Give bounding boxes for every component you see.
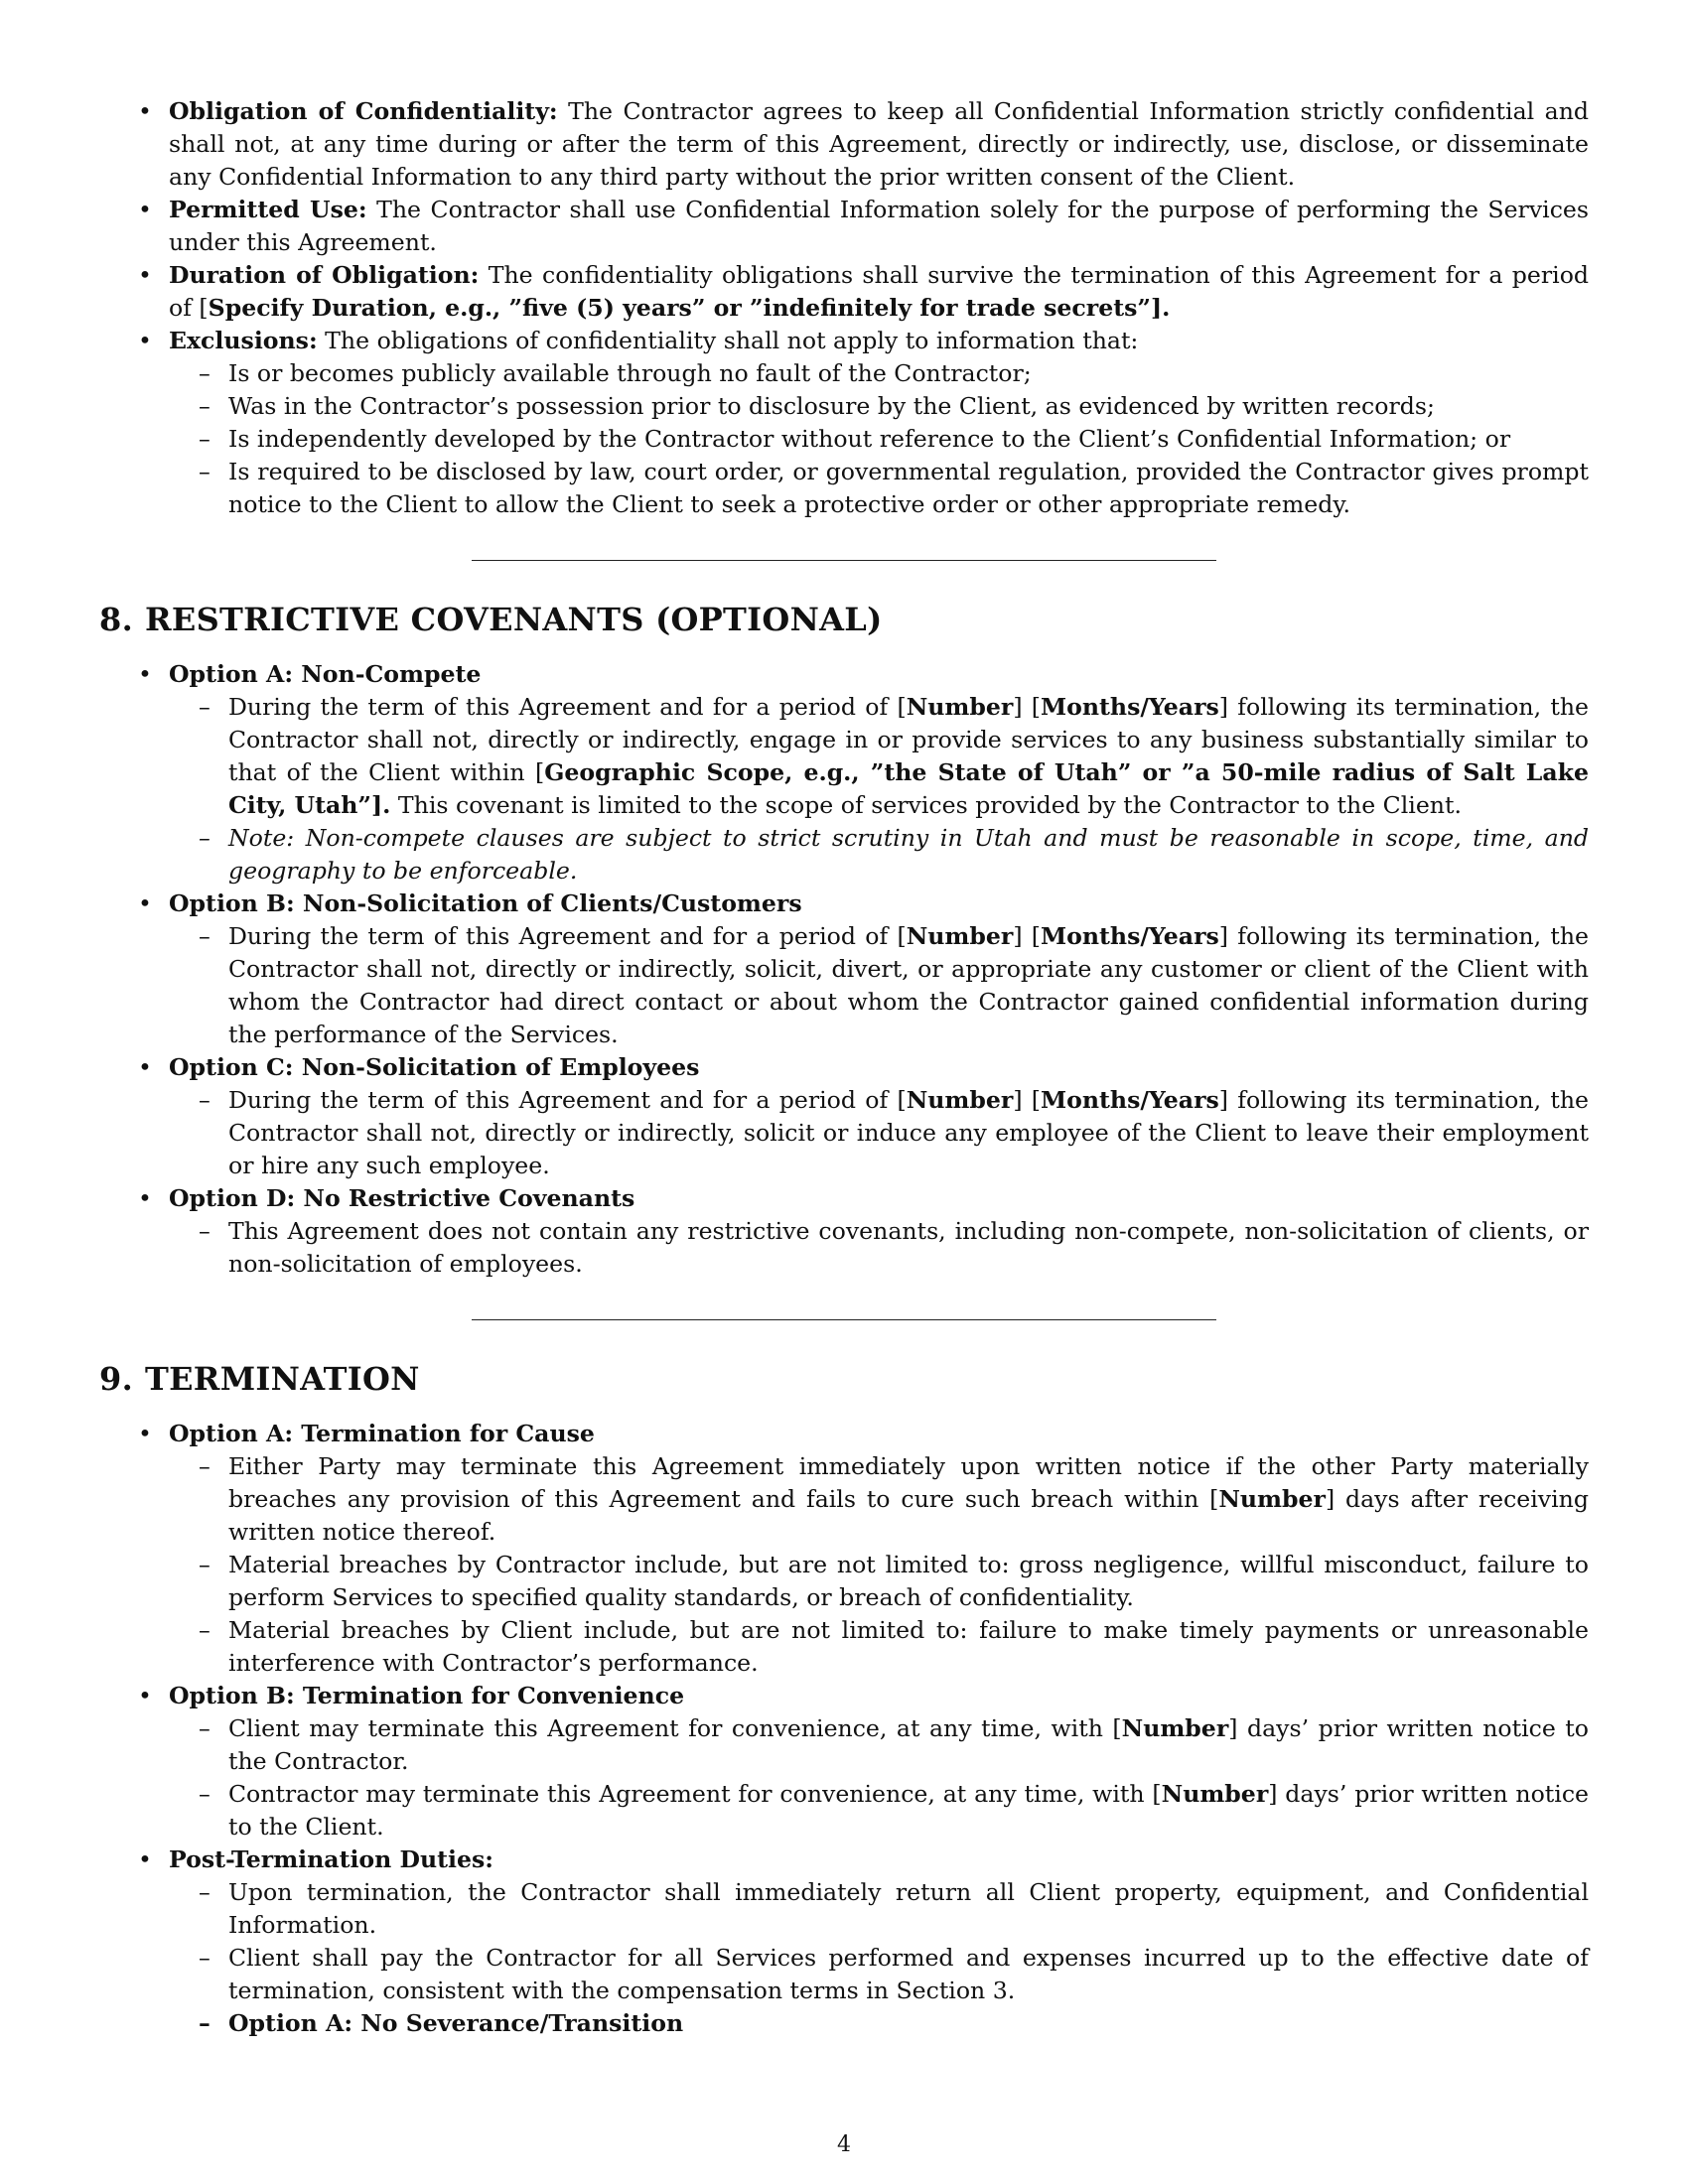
list-item (99, 1051, 1589, 1182)
exclusions-sublist (169, 357, 1589, 521)
placeholder-fill: Number (906, 1086, 1014, 1114)
option-title: Option C: Non-Solicitation of Employees (169, 1053, 700, 1081)
item-text: The confidentiality obligations shall survive the termination of this Agreement for a period of [ (169, 261, 1590, 322)
option-sublist (169, 1712, 1589, 1843)
option-sublist (169, 1876, 1589, 2040)
sublist-item (169, 1778, 1589, 1843)
restrictive-covenants-list (99, 658, 1589, 1281)
section-title: TERMINATION (145, 1360, 420, 1398)
confidentiality-list (99, 95, 1589, 521)
sublist-item: – Material breaches by Contractor include, but are not limited to: gross negligence, willful misconduct, failure to perform Services to specified quality standards, or breach of confidentiality. (169, 1549, 1589, 1614)
sublist-item (169, 1084, 1589, 1182)
section-divider (472, 1319, 1216, 1320)
list-item (99, 1182, 1589, 1281)
section-number: 8. (99, 601, 134, 638)
page-number: 4 (837, 2132, 851, 2157)
option-title: Option D: No Restrictive Covenants (169, 1184, 635, 1212)
sublist-item: – Is required to be disclosed by law, court order, or governmental regulation, provided the Contractor gives prompt notice to the Client to allow the Client to seek a protective order or other appropriate remedy. (169, 456, 1589, 521)
text-run: During the term of this Agreement and for a period of [ (228, 922, 907, 950)
item-label: Permitted Use: (169, 196, 367, 223)
sublist-item: – Upon termination, the Contractor shall immediately return all Client property, equipment, and Confidential Information. (169, 1876, 1589, 1942)
list-item (99, 194, 1589, 259)
text-run: ] days’ prior written notice to the Client. (228, 1780, 1590, 1841)
text-run: ] following its termination, the Contractor shall not, directly or indirectly, solicit, divert, or appropriate any customer or client of the Client with whom the Contractor had direct contact or about whom the Contractor gained confidential information during the performance of the Services. (228, 922, 1589, 1048)
placeholder-fill: Months/Years (1041, 1086, 1219, 1114)
text-run: During the term of this Agreement and for a period of [ (228, 693, 907, 721)
item-text: The Contractor shall use Confidential Information solely for the purpose of performing the Services under this Agreement. (169, 196, 1589, 256)
list-item (99, 1843, 1589, 2040)
sublist-item (169, 691, 1589, 822)
placeholder-fill: Specify Duration, e.g., ”five (5) years” or ”indefinitely for trade secrets”]. (208, 294, 1171, 322)
option-sublist (169, 691, 1589, 887)
option-sublist (169, 1084, 1589, 1182)
text-run: This covenant is limited to the scope of services provided by the Contractor to the Client. (390, 791, 1462, 819)
sublist-item: – Is independently developed by the Contractor without reference to the Client’s Confidential Information; or (169, 423, 1589, 456)
sublist-item (169, 1450, 1589, 1549)
list-item (99, 1418, 1589, 1680)
placeholder-fill: Number (1161, 1780, 1269, 1808)
placeholder-fill: Months/Years (1041, 693, 1219, 721)
sublist-item: – Was in the Contractor’s possession prior to disclosure by the Client, as evidenced by written records; (169, 390, 1589, 423)
sublist-item (169, 1712, 1589, 1778)
option-sublist (169, 1450, 1589, 1680)
placeholder-fill: Months/Years (1041, 922, 1219, 950)
option-title: Option B: Termination for Convenience (169, 1682, 685, 1709)
item-label: Duration of Obligation: (169, 261, 480, 289)
list-item (99, 658, 1589, 887)
placeholder-fill: Number (906, 922, 1014, 950)
text-run: Contractor may terminate this Agreement for convenience, at any time, with [ (228, 1780, 1162, 1808)
text-run: ] following its termination, the Contractor shall not, directly or indirectly, solicit or induce any employee of the Client to leave their employment or hire any such employee. (228, 1086, 1589, 1179)
document-page (99, 95, 1589, 2040)
placeholder-fill: Number (1218, 1485, 1326, 1513)
sublist-item: – Material breaches by Client include, but are not limited to: failure to make timely payments or unreasonable interference with Contractor’s performance. (169, 1614, 1589, 1680)
option-sublist (169, 920, 1589, 1051)
text-run: ] [ (1013, 693, 1042, 721)
item-text: The Contractor agrees to keep all Confidential Information strictly confidential and shall not, at any time during or after the term of this Agreement, directly or indirectly, use, disclose, or disseminate any Confidential Information to any third party without the prior written consent of the Client. (169, 97, 1590, 191)
section-number: 9. (99, 1360, 134, 1398)
section-divider (472, 560, 1216, 561)
sublist-item: – This Agreement does not contain any restrictive covenants, including non-compete, non-solicitation of clients, or non-solicitation of employees. (169, 1215, 1589, 1281)
text-run: During the term of this Agreement and for a period of [ (228, 1086, 907, 1114)
list-item (99, 887, 1589, 1051)
text-run: ] following its termination, the Contractor shall not, directly or indirectly, engage in or provide services to any business substantially similar to that of the Client within [ (228, 693, 1589, 786)
section-heading (99, 601, 1589, 638)
item-label: Exclusions: (169, 327, 318, 354)
option-title: Option A: Non-Compete (169, 660, 482, 688)
list-item (99, 95, 1589, 194)
item-text: The obligations of confidentiality shall not apply to information that: (325, 327, 1139, 354)
sublist-item: – Client shall pay the Contractor for all Services performed and expenses incurred up to the effective date of termination, consistent with the compensation terms in Section 3. (169, 1942, 1589, 2007)
text-run: ] days after receiving written notice thereof. (228, 1485, 1589, 1546)
sublist-item: – Is or becomes publicly available through no fault of the Contractor; (169, 357, 1589, 390)
option-title: Post-Termination Duties: (169, 1845, 494, 1873)
placeholder-fill: Geographic Scope, e.g., ”the State of Utah” or ”a 50-mile radius of Salt Lake City, Utah”]. (228, 758, 1589, 819)
list-item (99, 1680, 1589, 1843)
text-run: Client may terminate this Agreement for convenience, at any time, with [ (228, 1714, 1122, 1742)
sublist-item: – Option A: No Severance/Transition (169, 2007, 1589, 2040)
termination-list (99, 1418, 1589, 2040)
text-run: Either Party may terminate this Agreement immediately upon written notice if the other Party materially breaches any provision of this Agreement and fails to cure such breach within [ (228, 1452, 1589, 1513)
item-label: Obligation of Confidentiality: (169, 97, 558, 125)
section-title: RESTRICTIVE COVENANTS (OPTIONAL) (145, 601, 883, 638)
list-item (99, 325, 1589, 521)
option-title: Option A: Termination for Cause (169, 1420, 595, 1447)
text-run: ] [ (1013, 1086, 1042, 1114)
list-item (99, 259, 1589, 325)
placeholder-fill: Number (1121, 1714, 1229, 1742)
section-heading (99, 1360, 1589, 1398)
placeholder-fill: Number (906, 693, 1014, 721)
text-run: ] [ (1013, 922, 1042, 950)
sublist-item-note: – Note: Non-compete clauses are subject to strict scrutiny in Utah and must be reasonable in scope, time, and geography to be enforceable. (169, 822, 1589, 887)
option-sublist (169, 1215, 1589, 1281)
text-run: ] days’ prior written notice to the Contractor. (228, 1714, 1589, 1775)
option-title: Option B: Non-Solicitation of Clients/Customers (169, 889, 802, 917)
sublist-item (169, 920, 1589, 1051)
